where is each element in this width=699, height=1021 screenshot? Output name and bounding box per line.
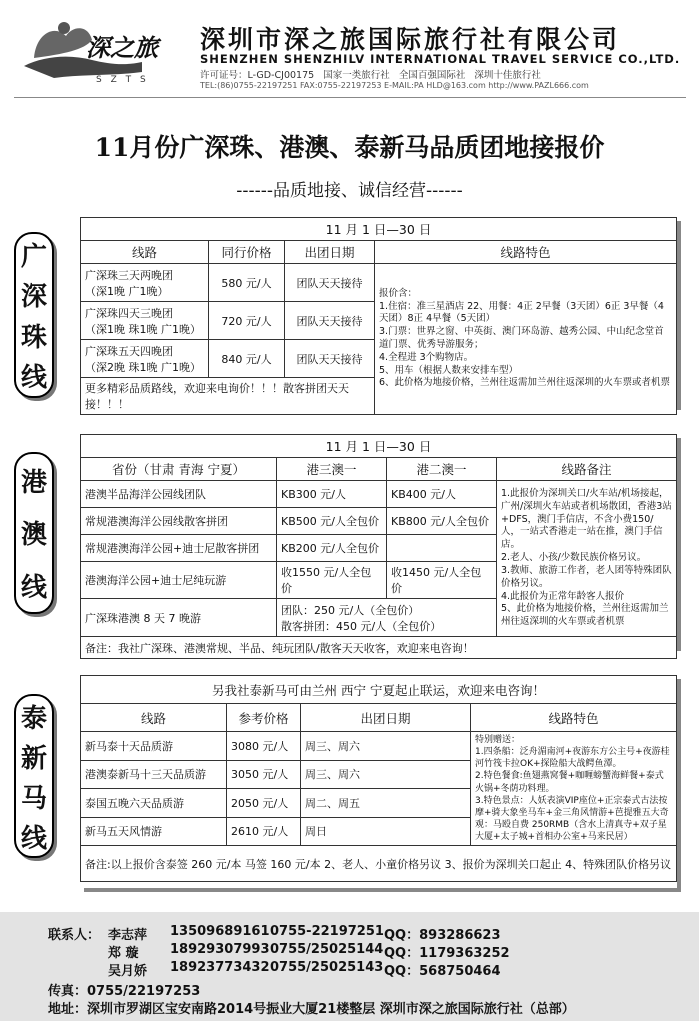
route-name: 新马五天风情游: [81, 817, 227, 846]
col-header: 线路: [81, 241, 209, 264]
route-price: 720 元/人: [209, 302, 285, 340]
route-name: 港澳泰新马十三天品质游: [81, 760, 227, 789]
remark-line: 1.此报价为深圳关口/火车站/机场接起，广州/深圳火车站或者机场散团，香港3站+DFS，澳门手信店，不含小费150/人，一站式香港走一站在推，澳门手信店。: [501, 488, 672, 551]
route-date: 团队天天接待: [285, 340, 375, 378]
contact-mobile: 18929307993: [170, 942, 270, 957]
section-note: 备注:以上报价含泰签 260 元/本 马签 160 元/本 2、老人、小童价格另议 3、报价为深圳关口起止 4、特殊团队价格另议: [81, 846, 677, 882]
badge-char: 线: [20, 363, 47, 394]
route-price-team: 团队：250 元/人（全包价）: [281, 603, 420, 617]
table-row: [81, 481, 677, 508]
remark-line: 4.此报价为正常年龄客人报价: [501, 590, 625, 602]
badge-char: 港: [20, 467, 47, 498]
route-sub: （深1晚 珠1晚 广1晚）: [85, 322, 201, 336]
route-remarks: [497, 481, 677, 637]
route-price: 2610 元/人: [227, 817, 301, 846]
route-price: 3050 元/人: [227, 760, 301, 789]
col-header: 参考价格: [227, 704, 301, 732]
route-date: 周日: [301, 817, 471, 846]
col-header: 同行价格: [209, 241, 285, 264]
col-header: 线路: [81, 704, 227, 732]
feature-line: 2.特色餐食:鱼翅燕窝餐+咖喱螃蟹海鲜餐+泰式火锅+冬荫功料理。: [475, 771, 664, 794]
badge-char: 澳: [20, 520, 47, 551]
company-name-en: SHENZHEN SHENZHILV INTERNATIONAL TRAVEL SERVICE CO.,LTD.: [200, 52, 681, 66]
remark-line: 2.老人、小孩/少数民族价格另议。: [501, 552, 647, 564]
route-name: 泰国五晚六天品质游: [81, 789, 227, 818]
route-sub: （深2晚 珠1晚 广1晚）: [85, 360, 201, 374]
guangshenzhu-table: [80, 217, 677, 415]
feature-line: 报价含：: [379, 287, 418, 299]
rank-1: 国家一类旅行社: [323, 70, 390, 81]
logo-text: 深之旅: [86, 33, 158, 62]
rank-2: 全国百强国际社: [398, 70, 466, 81]
contact-label: 联系人：: [48, 928, 101, 943]
date-header: 11 月 1 日—30 日: [81, 218, 677, 241]
badge-char: 珠: [20, 322, 47, 353]
route-price-2: KB400 元/人: [387, 481, 497, 508]
address-line: 地址：深圳市罗湖区宝安南路2014号振业大厦21楼整层 深圳市深之旅国际旅行社（总部）: [48, 1002, 575, 1017]
section-banner: 另我社泰新马可由兰州 西宁 宁夏起止联运，欢迎来电咨询！: [81, 676, 677, 704]
route-name: 广深珠四天三晚团: [85, 306, 173, 320]
gangao-table: [80, 434, 677, 659]
contact-qq: QQ：893286623: [384, 928, 501, 943]
badge-char: 泰: [20, 703, 47, 734]
col-header: 线路特色: [375, 241, 677, 264]
route-price-1: KB300 元/人: [277, 481, 387, 508]
route-name: 广深珠三天两晚团: [85, 268, 173, 282]
route-name: 港澳海洋公园+迪士尼纯玩游: [81, 562, 277, 599]
section-note: 更多精彩品质路线，欢迎来电询价！！！散客拼团天天接！！！: [81, 378, 375, 415]
route-date: 团队天天接待: [285, 264, 375, 302]
col-header: 省份（甘肃 青海 宁夏）: [81, 458, 277, 481]
table-row: [81, 264, 677, 302]
contact-phone: 0755/25025143: [270, 960, 384, 975]
badge-gangao: [14, 452, 54, 614]
route-date: 周二、周五: [301, 789, 471, 818]
route-date: 团队天天接待: [285, 302, 375, 340]
route-price-1: KB200 元/人全包价: [277, 535, 387, 562]
route-price-1: KB500 元/人全包价: [277, 508, 387, 535]
badge-char: 线: [20, 823, 47, 854]
route-date: 周三、周六: [301, 760, 471, 789]
company-name-cn: 深圳市深之旅国际旅行社有限公司: [200, 25, 621, 54]
contact-row: [48, 924, 501, 943]
col-header: 出团日期: [301, 704, 471, 732]
remark-line: 5、此价格为地接价格，兰州往返需加兰州往返深圳的火车票或者机票: [501, 603, 669, 628]
date-header: 11 月 1 日—30 日: [81, 435, 677, 458]
route-price-1: 收1550 元/人全包价: [277, 562, 387, 599]
route-features: [471, 732, 677, 846]
contact-qq: QQ：568750464: [384, 964, 501, 979]
contact-name: 吴月娇: [108, 964, 148, 979]
col-header: 出团日期: [285, 241, 375, 264]
badge-char: 深: [20, 282, 47, 313]
route-price-2: 收1450 元/人全包价: [387, 562, 497, 599]
col-header: 港二澳一: [387, 458, 497, 481]
badge-char: 线: [20, 573, 47, 604]
route-price-2: KB800 元/人全包价: [387, 508, 497, 535]
footer: [0, 912, 699, 1021]
badge-char: 广: [20, 241, 47, 272]
contact-mobile: 18923773432: [170, 960, 270, 975]
feature-line: 5、用车（根据人数来安排车型）: [379, 364, 519, 376]
letterhead: [0, 0, 699, 98]
route-name: 广深珠五天四晚团: [85, 344, 173, 358]
route-price: 580 元/人: [209, 264, 285, 302]
fax-line: 传真：0755/22197253: [48, 984, 201, 999]
feature-line: 1.四条船：泛舟湄南河+夜游东方公主号+夜游桂河竹筏卡拉OK+探险船大战鳄鱼潭。: [475, 747, 670, 770]
badge-guangshenzhu: [14, 232, 54, 398]
license-number: 许可证号：L-GD-CJ00175: [200, 70, 315, 81]
page-subtitle: ------品质地接、诚信经营------: [236, 181, 463, 201]
route-sub: （深1晚 广1晚）: [85, 284, 169, 298]
col-header: 港三澳一: [277, 458, 387, 481]
route-price-individual: 散客拼团：450 元/人（全包价）: [281, 619, 442, 633]
rank-3: 深圳十佳旅行社: [474, 70, 541, 81]
route-date: 周三、周六: [301, 732, 471, 761]
contact-name: 郑 璇: [108, 946, 139, 961]
route-price: 3080 元/人: [227, 732, 301, 761]
license-line: [200, 67, 541, 81]
taixinma-table: [80, 675, 677, 882]
route-name: 常规港澳海洋公园+迪士尼散客拼团: [81, 535, 277, 562]
contact-phone: 0755/25025144: [270, 942, 384, 957]
header-divider: [14, 97, 686, 98]
feature-line: 3.门票：世界之窗、中英街、澳门环岛游、越秀公园、中山纪念堂首道门票、优秀导游服务；: [379, 326, 664, 350]
col-header: 线路备注: [497, 458, 677, 481]
table-row: [81, 732, 677, 761]
badge-char: 新: [20, 743, 47, 774]
route-price: 2050 元/人: [227, 789, 301, 818]
remark-line: 3.教师、旅游工作者，老人团等特殊团队价格另议。: [501, 564, 672, 589]
contact-phone: 0755-22197251: [270, 924, 384, 939]
header-contact-line: TEL:(86)0755-22197251 FAX:0755-22197253 E-MAIL:PA HLD@163.com http://www.PAZL666.com: [200, 81, 589, 90]
route-name: 港澳半品海洋公园线团队: [81, 481, 277, 508]
route-name: 广深珠港澳 8 天 7 晚游: [81, 599, 277, 637]
feature-line: 1.住宿：准三星酒店 22、用餐：4正 2早餐（3天团）6正 3早餐（4天团）8正 4早餐（5天团）: [379, 300, 664, 325]
contact-qq: QQ：1179363252: [384, 946, 510, 961]
section-note: 备注：我社广深珠、港澳常规、半品、纯玩团队/散客天天收客，欢迎来电咨询！: [81, 637, 677, 659]
route-name: 常规港澳海洋公园线散客拼团: [81, 508, 277, 535]
badge-taixinma: [14, 694, 54, 858]
logo-subtext: S Z T S: [96, 75, 149, 85]
feature-line: 4.全程进 3个购物店。: [379, 351, 474, 363]
badge-char: 马: [20, 783, 47, 814]
route-features: [375, 264, 677, 415]
col-header: 线路特色: [471, 704, 677, 732]
route-price-2: [387, 535, 497, 562]
company-logo: [14, 14, 184, 90]
contact-name: 李志萍: [108, 928, 148, 943]
feature-line: 6、此价格为地接价格，兰州往返需加兰州往返深圳的火车票或者机票: [379, 377, 671, 389]
route-name: 新马泰十天品质游: [81, 732, 227, 761]
contact-mobile: 13509689161: [170, 924, 270, 939]
feature-line: 3.特色景点：人妖表演VIP座位+正宗泰式古法按摩+骑大象坐马车+金三角风情游+芭提雅五大奇观：马殴自费 250RMB（含水上清真寺+双子星大厦+太子城+首相办公室+马来民居）: [475, 795, 669, 843]
route-price: 840 元/人: [209, 340, 285, 378]
feature-line: 特别赠送：: [475, 735, 521, 745]
page-title: 11月份广深珠、港澳、泰新马品质团地接报价: [94, 133, 605, 162]
